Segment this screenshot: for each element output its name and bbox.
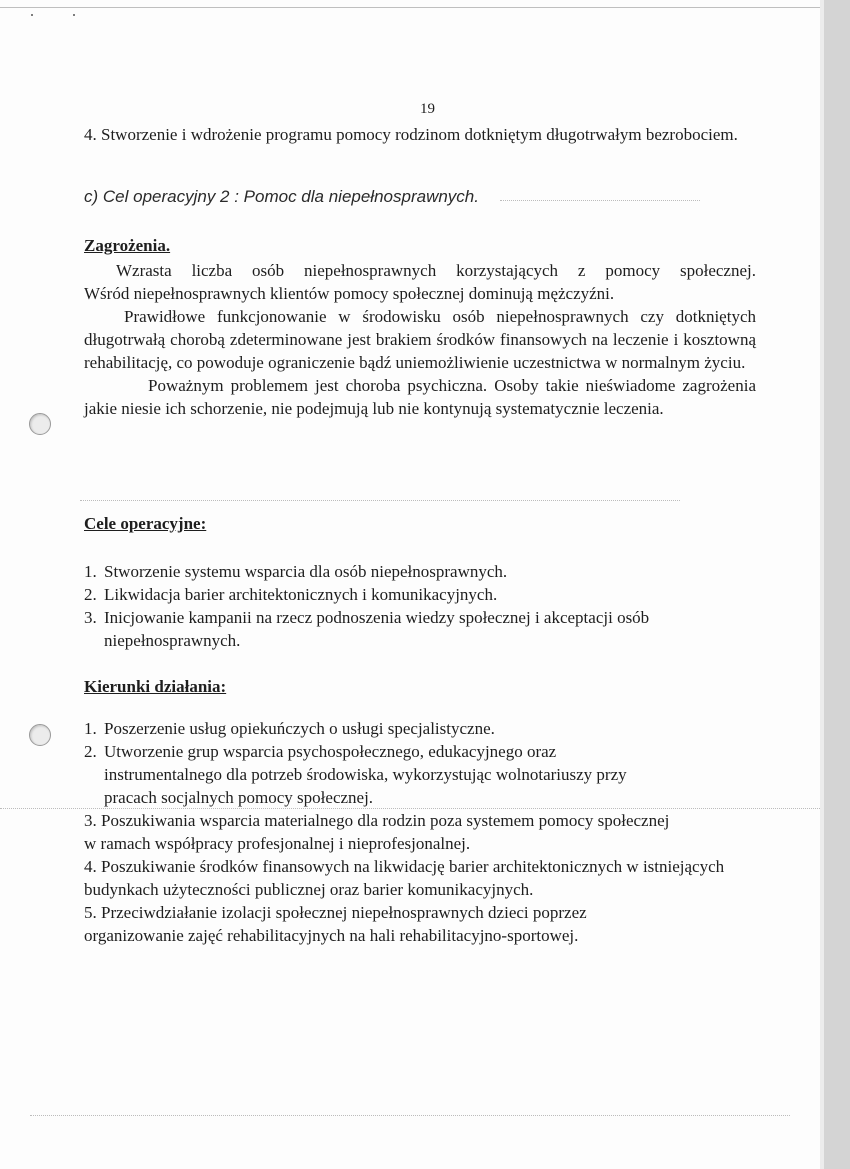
actions-list [84, 717, 756, 947]
action-number: 1. [84, 719, 97, 738]
actions-heading: Kierunki działania: [84, 677, 227, 696]
goal-item [84, 606, 756, 652]
intro-list-item: 4. Stworzenie i wdrożenie programu pomocy rodzinom dotkniętym długotrwałym bezrobociem. [84, 125, 738, 144]
threats-text [84, 259, 756, 420]
threats-paragraph-2: Prawidłowe funkcjonowanie w środowisku osób niepełnosprawnych czy dotkniętych długotrwałą chorobą zdeterminowane jest brakiem środków finansowych na leczenie i kosztowną rehabilitację, co powoduje ograniczenie bądź uniemożliwienie uczestnictwa w normalnym życiu. [84, 307, 756, 372]
action-item: 5. Przeciwdziałanie izolacji społecznej niepełnosprawnych dzieci poprzez organizowanie zajęć rehabilitacyjnych na hali rehabilitacyjno-sportowej. [84, 903, 587, 945]
action-item: 4. Poszukiwanie środków finansowych na likwidację barier architektonicznych w istniejących budynkach użyteczności publicznej oraz barier komunikacyjnych. [84, 857, 725, 899]
scan-artifact-line [30, 1115, 790, 1116]
goal-text: Likwidacja barier architektonicznych i komunikacyjnych. [104, 585, 498, 604]
threats-paragraph-1-line-2: Wśród niepełnosprawnych klientów pomocy społecznej dominują mężczyźni. [84, 284, 615, 303]
objective-title: c) Cel operacyjny 2 : Pomoc dla niepełnosprawnych. [84, 187, 479, 206]
action-item [84, 740, 664, 809]
scanner-right-edge [820, 0, 850, 1169]
goal-item [84, 560, 756, 583]
action-item: 3. Poszukiwania wsparcia materialnego dla rodzin poza systemem pomocy społecznej w ramach współpracy profesjonalnej i nieprofesjonalnej. [84, 811, 670, 853]
goal-text: Inicjowanie kampanii na rzecz podnoszenia wiedzy społecznej i akceptacji osób niepełnosprawnych. [104, 608, 650, 650]
scan-artifact-line [80, 500, 680, 501]
goal-number: 2. [84, 585, 97, 604]
goal-text: Stworzenie systemu wsparcia dla osób niepełnosprawnych. [104, 562, 508, 581]
punch-hole [29, 724, 51, 746]
scan-top-border [0, 7, 820, 8]
threats-paragraph-3: Poważnym problemem jest choroba psychiczna. Osoby takie nieświadome zagrożenia jakie niesie ich schorzenie, nie podejmują lub nie kontynują systematycznie leczenia. [84, 376, 756, 418]
action-text: Utworzenie grup wsparcia psychospołecznego, edukacyjnego oraz instrumentalnego dla potrzeb środowiska, wykorzystując wolnotariuszy przy pracach socjalnych pomocy społecznej. [104, 742, 627, 807]
threats-heading: Zagrożenia. [84, 236, 171, 255]
page-number: 19 [420, 101, 435, 117]
scan-speck [31, 14, 33, 16]
goal-number: 3. [84, 608, 97, 627]
threats-paragraph-1-line-1: Wzrasta liczba osób niepełnosprawnych korzystających z pomocy społecznej. [116, 261, 756, 280]
action-text: Poszerzenie usług opiekuńczych o usługi specjalistyczne. [104, 719, 495, 738]
goal-item [84, 583, 756, 606]
scan-artifact-line [500, 200, 700, 201]
goals-heading: Cele operacyjne: [84, 514, 207, 533]
action-number: 2. [84, 742, 97, 761]
goal-number: 1. [84, 562, 97, 581]
goals-list [84, 560, 756, 652]
action-item [84, 717, 756, 740]
punch-hole [29, 413, 51, 435]
scan-speck [73, 14, 75, 16]
